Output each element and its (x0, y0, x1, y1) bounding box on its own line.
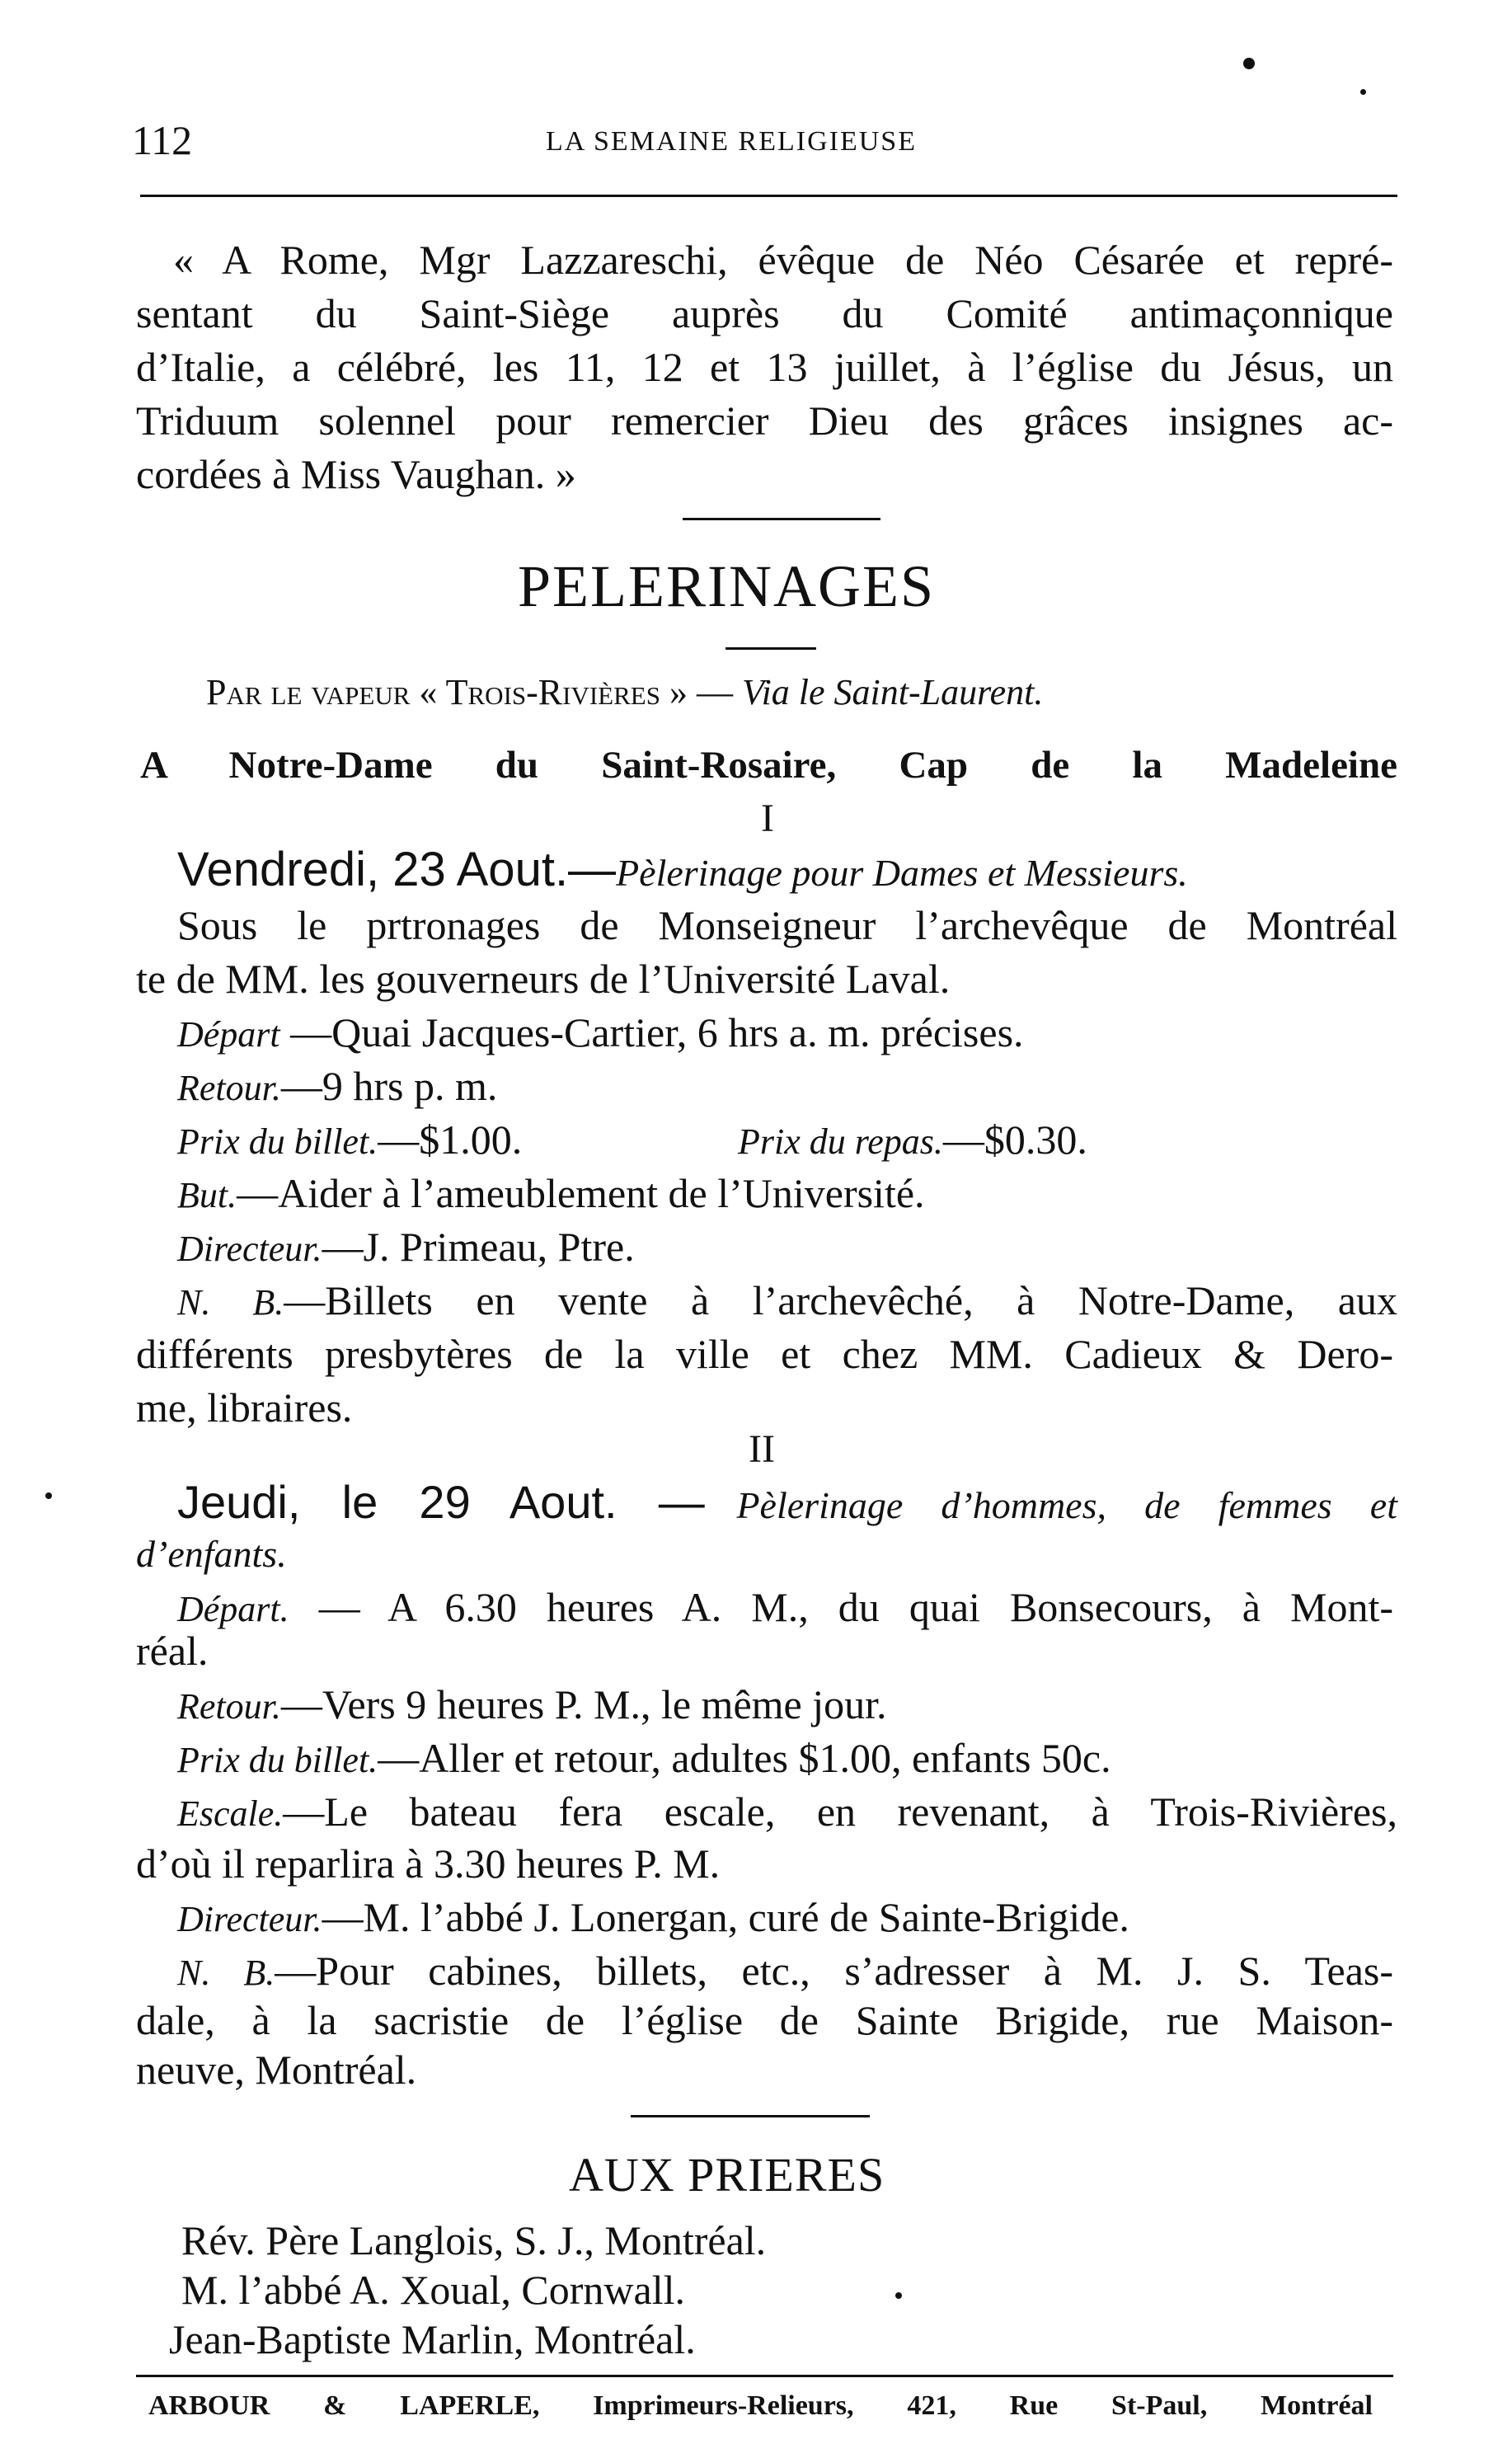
first-but-text: —Aider à l’ameublement de l’Université. (237, 1170, 925, 1216)
second-directeur-text: —M. l’abbé J. Lonergan, curé de Sainte-Brigide. (322, 1894, 1129, 1940)
second-date-desc: Pèlerinage d’hommes, de femmes et (736, 1484, 1397, 1526)
subtitle-steamer: Par le vapeur « Trois-Rivières » — (206, 672, 733, 712)
numeral-ii: II (749, 1427, 775, 1471)
first-nb-text: —Billets en vente à l’archevêché, à Notre-Dame, aux (284, 1277, 1397, 1323)
first-depart-label: Départ (177, 1014, 280, 1055)
section-divider (631, 2115, 870, 2117)
running-title: LA SEMAINE RELIGIEUSE (546, 126, 917, 157)
first-depart-text: —Quai Jacques-Cartier, 6 hrs a. m. précises. (290, 1009, 1024, 1055)
second-date-desc-cont: d’enfants. (136, 1533, 287, 1575)
second-billet-label: Prix du billet. (177, 1740, 378, 1780)
first-prix (177, 1113, 522, 1168)
first-repas-label: Prix du repas. (738, 1121, 943, 1162)
intro-line: d’Italie, a célébré, les 11, 12 et 13 juillet, à l’église du Jésus, un (136, 344, 1393, 390)
second-nb-text: —Pour cabines, billets, etc., s’adresser à M. J. S. Teas- (275, 1948, 1393, 1994)
pelerinages-subtitle (206, 670, 1043, 716)
first-repas (738, 1113, 1087, 1168)
first-date: Vendredi, 23 Aout.— (177, 843, 617, 896)
intro-line: « A Rome, Mgr Lazzareschi, évêque de Néo Césarée et repré- (173, 237, 1393, 283)
page-number: 112 (132, 117, 193, 163)
first-directeur (177, 1220, 635, 1276)
second-escale-cont: d’où il reparlira à 3.30 heures P. M. (136, 1840, 721, 1887)
first-directeur-text: —J. Primeau, Ptre. (322, 1224, 635, 1270)
second-nb (177, 1944, 1393, 2000)
prieres-name: Jean-Baptiste Marlin, Montréal. (169, 2316, 696, 2362)
intro-line: cordées à Miss Vaughan. » (136, 451, 576, 497)
second-depart-cont: réal. (136, 1628, 209, 1674)
second-prix (177, 1732, 1111, 1787)
first-nb-line: me, libraires. (136, 1384, 353, 1431)
second-billet-text: —Aller et retour, adultes $1.00, enfants 50c. (378, 1735, 1111, 1781)
prieres-name: M. l’abbé A. Xoual, Cornwall. (181, 2267, 686, 2313)
destination-line: A Notre-Dame du Saint-Rosaire, Cap de la Madeleine (140, 744, 1397, 787)
section-divider (683, 518, 880, 520)
first-repas-text: —$0.30. (942, 1116, 1087, 1163)
first-retour-text: —9 hrs p. m. (280, 1063, 498, 1109)
first-nb-label: N. B. (177, 1282, 284, 1323)
first-retour (177, 1060, 497, 1115)
printer-imprint: ARBOUR & LAPERLE, Imprimeurs-Relieurs, 421, Rue St-Paul, Montréal (148, 2390, 1373, 2421)
subtitle-route: Via le Saint-Laurent. (741, 672, 1044, 712)
first-patronage: te de MM. les gouverneurs de l’Université Laval. (136, 956, 951, 1002)
heading-underline (725, 647, 816, 650)
second-depart-label: Départ. (177, 1589, 289, 1629)
second-escale-label: Escale. (177, 1793, 284, 1834)
intro-line: sentant du Saint-Siège auprès du Comité antimaçonnique (136, 290, 1393, 336)
print-speck (1360, 89, 1366, 95)
second-date: Jeudi, le 29 Aout. — (177, 1476, 705, 1528)
header-rule (140, 195, 1397, 197)
second-retour-label: Retour. (177, 1686, 281, 1727)
second-nb-line: neuve, Montréal. (136, 2047, 417, 2093)
pelerinages-heading: PELERINAGES (518, 553, 935, 619)
first-depart (177, 1006, 1024, 1061)
print-speck (45, 1492, 52, 1499)
prieres-heading: AUX PRIERES (569, 2148, 885, 2202)
first-billet-label: Prix du billet. (177, 1121, 378, 1162)
print-speck (1243, 58, 1255, 69)
second-nb-label: N. B. (177, 1953, 275, 1993)
second-date-line (177, 1472, 1397, 1545)
first-but (177, 1167, 925, 1222)
first-retour-label: Retour. (177, 1068, 281, 1108)
prieres-name: Rév. Père Langlois, S. J., Montréal. (181, 2217, 767, 2263)
print-speck (895, 2292, 902, 2299)
footer-rule (136, 2375, 1393, 2377)
second-escale-text: —Le bateau fera escale, en revenant, à Trois-Rivières, (283, 1788, 1397, 1835)
second-retour-text: —Vers 9 heures P. M., le même jour. (280, 1681, 887, 1727)
second-directeur-label: Directeur. (177, 1899, 322, 1939)
second-depart (177, 1581, 1393, 1636)
first-patronage: Sous le prtronages de Monseigneur l’archevêque de Montréal (177, 902, 1397, 948)
second-retour (177, 1678, 887, 1733)
first-nb-line: différents presbytères de la ville et chez MM. Cadieux & Dero- (136, 1331, 1393, 1377)
first-but-label: But. (177, 1175, 237, 1215)
first-date-desc: Pèlerinage pour Dames et Messieurs. (616, 852, 1188, 894)
second-nb-line: dale, à la sacristie de l’église de Sainte Brigide, rue Maison- (136, 1997, 1393, 2043)
second-escale (177, 1785, 1397, 1840)
second-directeur (177, 1891, 1129, 1946)
first-nb (177, 1274, 1397, 1329)
first-billet-text: —$1.00. (378, 1116, 523, 1163)
numeral-i: I (761, 797, 774, 840)
second-depart-text: — A 6.30 heures A. M., du quai Bonsecours, à Mont- (318, 1584, 1394, 1630)
first-directeur-label: Directeur. (177, 1229, 322, 1269)
intro-line: Triduum solennel pour remercier Dieu des grâces insignes ac- (136, 397, 1393, 444)
